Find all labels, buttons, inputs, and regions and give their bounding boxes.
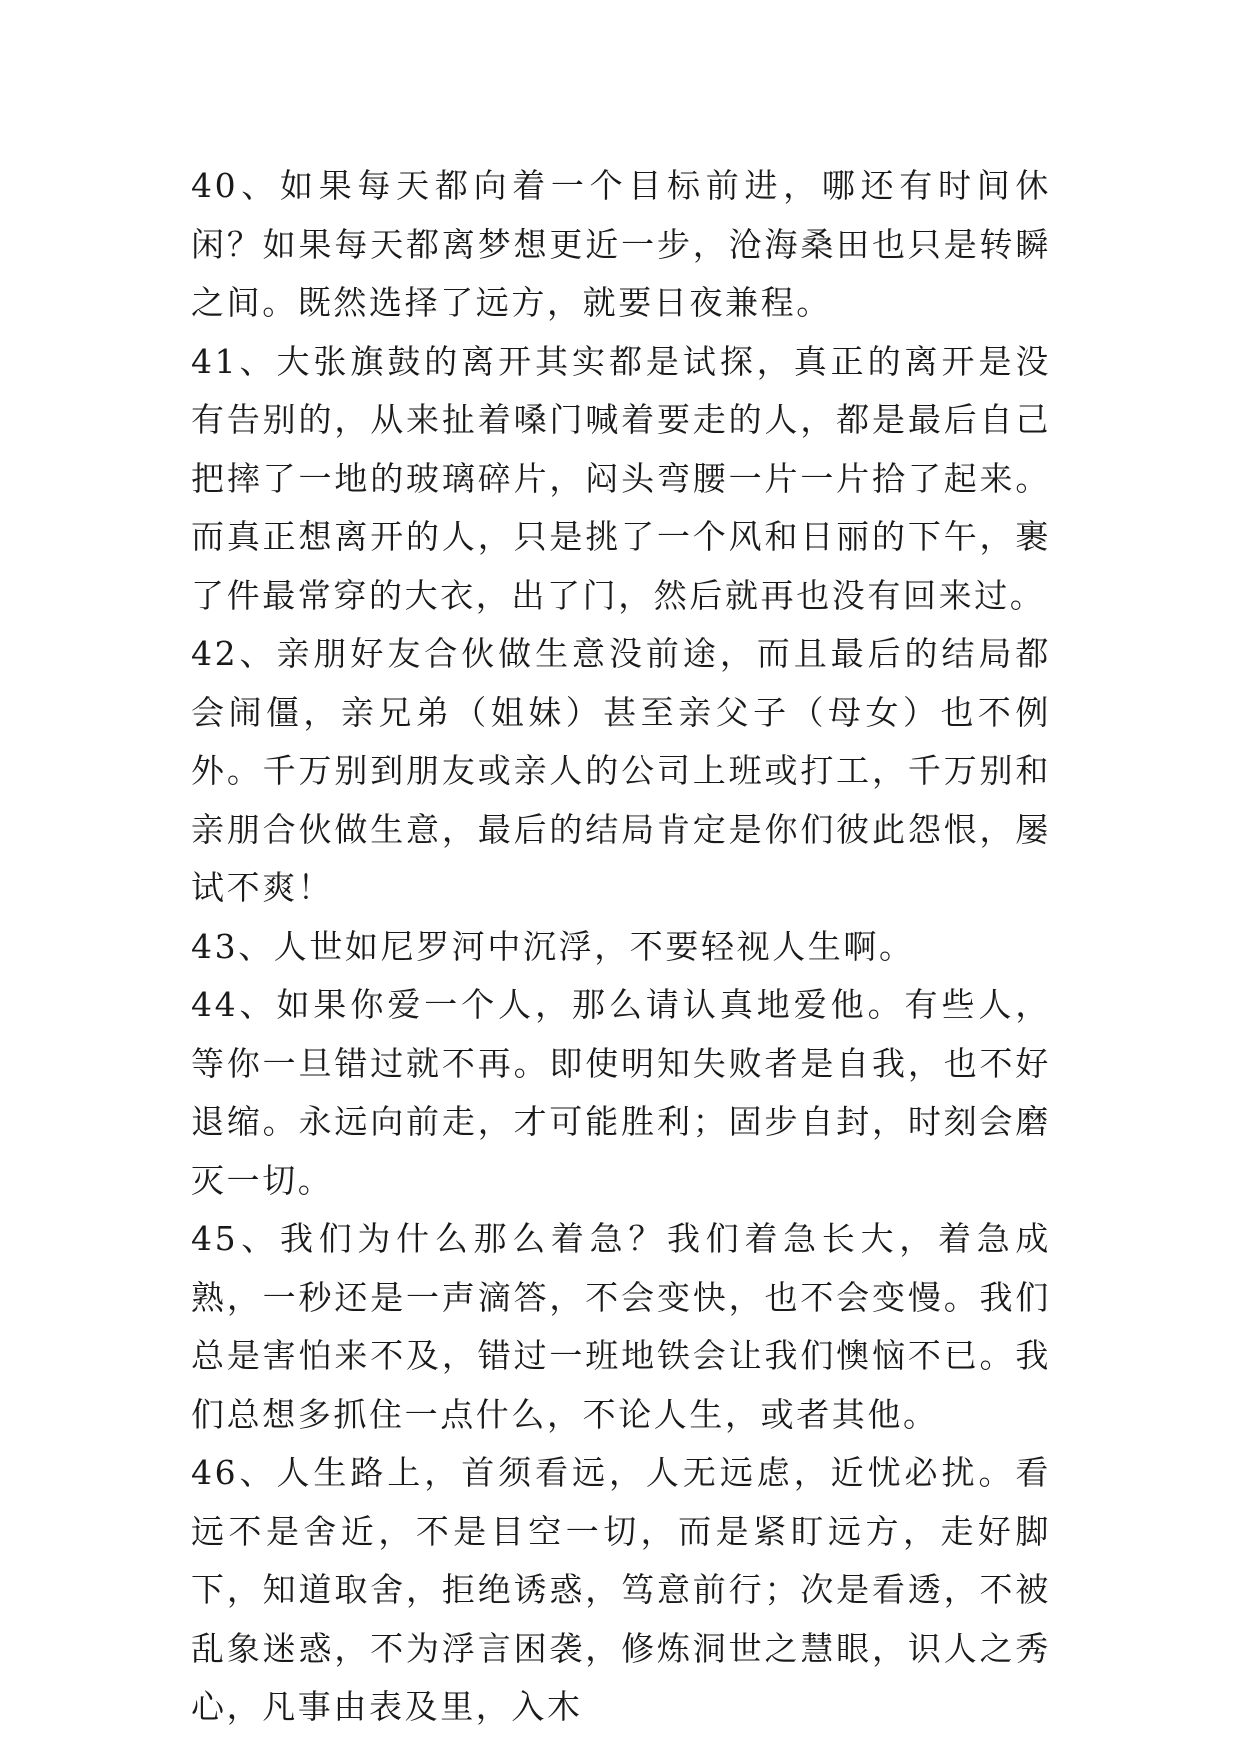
paragraph-46: 46、人生路上，首须看远，人无远虑，近忧必扰。看远不是舍近，不是目空一切，而是紧盯远方，走好脚下，知道取舍，拒绝诱惑，笃意前行；次是看透，不被乱象迷惑，不为浮言困袭，修炼洞世之慧眼，识人之秀心，凡事由表及里，入木 (191, 1453, 1051, 1726)
paragraph-45: 45、我们为什么那么着急？我们着急长大，着急成熟，一秒还是一声滴答，不会变快，也不会变慢。我们总是害怕来不及，错过一班地铁会让我们懊恼不已。我们总想多抓住一点什么，不论人生，或者其他。 (191, 1219, 1051, 1434)
document-body (191, 157, 1051, 1737)
paragraph-40: 40、如果每天都向着一个目标前进，哪还有时间休闲？如果每天都离梦想更近一步，沧海桑田也只是转瞬之间。既然选择了远方，就要日夜兼程。 (191, 166, 1051, 322)
paragraph-43: 43、人世如尼罗河中沉浮，不要轻视人生啊。 (191, 926, 915, 966)
paragraph-42: 42、亲朋好友合伙做生意没前途，而且最后的结局都会闹僵，亲兄弟（姐妹）甚至亲父子（母女）也不例外。千万别到朋友或亲人的公司上班或打工，千万别和亲朋合伙做生意，最后的结局肯定是你们彼此怨恨，屡试不爽！ (191, 634, 1051, 907)
paragraph-41: 41、大张旗鼓的离开其实都是试探，真正的离开是没有告别的，从来扯着嗓门喊着要走的人，都是最后自己把摔了一地的玻璃碎片，闷头弯腰一片一片拾了起来。而真正想离开的人，只是挑了一个风和日丽的下午，裹了件最常穿的大衣，出了门，然后就再也没有回来过。 (191, 341, 1051, 615)
paragraph-44: 44、如果你爱一个人，那么请认真地爱他。有些人，等你一旦错过就不再。即使明知失败者是自我，也不好退缩。永远向前走，才可能胜利；固步自封，时刻会磨灭一切。 (191, 985, 1051, 1200)
